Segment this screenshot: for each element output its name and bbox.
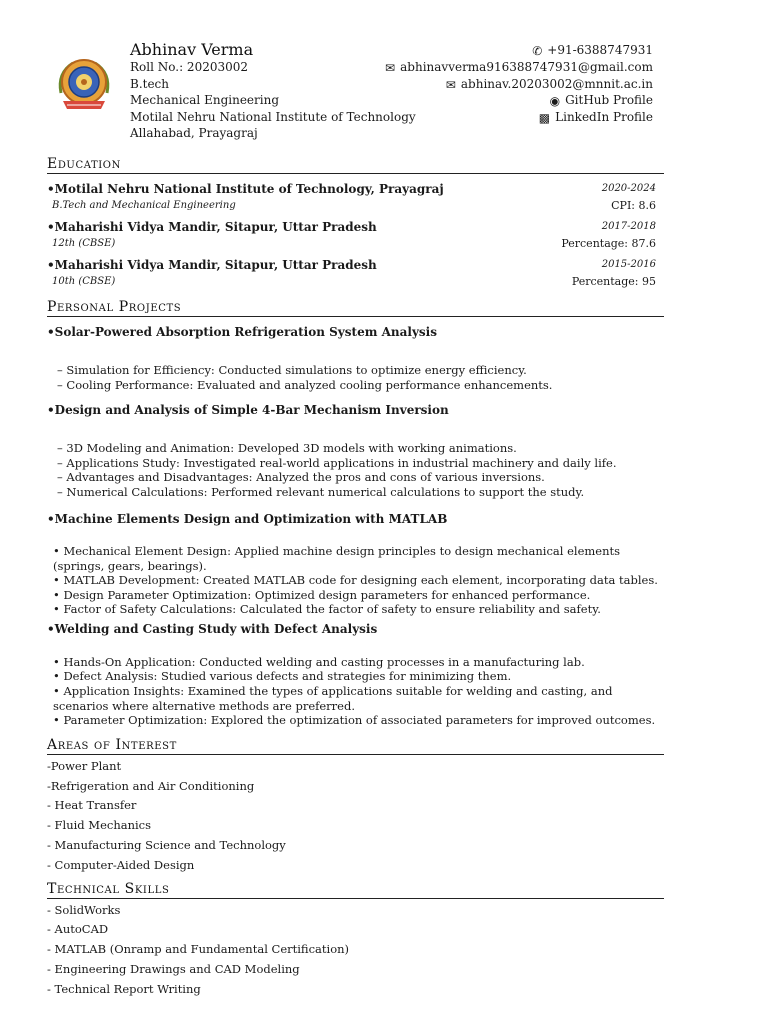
project-item: – Advantages and Disadvantages: Analyzed the pros and cons of various inversions. — [57, 470, 545, 484]
city: Allahabad, Prayagraj — [130, 126, 258, 140]
edu-score-3: Percentage: 95 — [571, 275, 656, 288]
edu-school-3: •Maharishi Vidya Mandir, Sitapur, Uttar Pradesh — [47, 258, 377, 272]
skill-item: - Engineering Drawings and CAD Modeling — [47, 962, 300, 976]
edu-detail-3: 10th (CBSE) — [52, 276, 116, 287]
email-contact-2[interactable] — [446, 77, 653, 92]
project-item: • Mechanical Element Design: Applied machine design principles to design mechanical elements (springs, gears, bearings). — [53, 544, 621, 573]
github-label: GitHub Profile — [565, 93, 653, 107]
edu-detail-1: B.Tech and Mechanical Engineering — [52, 200, 236, 211]
institute-logo — [55, 53, 113, 115]
project-item: – Applications Study: Investigated real-world applications in industrial machinery and daily life. — [57, 456, 617, 470]
phone-icon: ✆ — [532, 44, 543, 58]
edu-years-1: 2020-2024 — [601, 183, 656, 194]
linkedin-link[interactable] — [539, 110, 653, 125]
edu-school-2: •Maharishi Vidya Mandir, Sitapur, Uttar Pradesh — [47, 220, 377, 234]
degree: B.tech — [130, 77, 170, 91]
github-icon: ◉ — [549, 94, 561, 108]
project-title-1: •Solar-Powered Absorption Refrigeration System Analysis — [47, 325, 437, 339]
skills-heading: Technical Skills — [47, 881, 664, 899]
person-name: Abhinav Verma — [130, 40, 254, 59]
edu-school-1: •Motilal Nehru National Institute of Technology, Prayagraj — [47, 182, 444, 196]
skill-item: - Technical Report Writing — [47, 982, 201, 996]
project-item: • Defect Analysis: Studied various defects and strategies for minimizing them. — [53, 669, 512, 683]
skill-item: - AutoCAD — [47, 922, 109, 936]
roll-number: Roll No.: 20203002 — [130, 60, 249, 74]
project-item: • Design Parameter Optimization: Optimized design parameters for enhanced performance. — [53, 588, 591, 602]
github-link[interactable] — [550, 93, 653, 108]
project-title-2: •Design and Analysis of Simple 4-Bar Mechanism Inversion — [47, 403, 449, 417]
project-title-3: •Machine Elements Design and Optimization with MATLAB — [47, 512, 448, 526]
project-item: • Hands-On Application: Conducted welding and casting processes in a manufacturing lab. — [53, 655, 585, 669]
project-item: – Cooling Performance: Evaluated and analyzed cooling performance enhancements. — [57, 378, 553, 392]
projects-heading: Personal Projects — [47, 299, 664, 317]
project-item: • Factor of Safety Calculations: Calculated the factor of safety to ensure reliability and safety. — [53, 602, 601, 616]
edu-years-2: 2017-2018 — [601, 221, 656, 232]
envelope-icon: ✉ — [385, 61, 396, 75]
project-item: – 3D Modeling and Animation: Developed 3D models with working animations. — [57, 441, 517, 455]
edu-detail-2: 12th (CBSE) — [52, 238, 116, 249]
phone-number: +91-6388747931 — [547, 43, 653, 57]
interest-item: -Refrigeration and Air Conditioning — [47, 779, 255, 793]
skill-item: - SolidWorks — [47, 903, 121, 917]
interest-item: - Manufacturing Science and Technology — [47, 838, 286, 852]
project-item: – Simulation for Efficiency: Conducted simulations to optimize energy efficiency. — [57, 363, 527, 377]
project-title-4: •Welding and Casting Study with Defect Analysis — [47, 622, 378, 636]
linkedin-label: LinkedIn Profile — [555, 110, 653, 124]
linkedin-icon: ▩ — [538, 111, 551, 125]
edu-score-1: CPI: 8.6 — [611, 199, 656, 212]
phone-contact[interactable] — [532, 43, 653, 58]
project-item: • MATLAB Development: Created MATLAB code for designing each element, incorporating data tables. — [53, 573, 658, 587]
project-item: – Numerical Calculations: Performed relevant numerical calculations to support the study. — [57, 485, 585, 499]
email-contact-1[interactable] — [385, 60, 653, 75]
interest-item: - Computer-Aided Design — [47, 858, 195, 872]
interest-item: - Heat Transfer — [47, 798, 137, 812]
interest-item: - Fluid Mechanics — [47, 818, 152, 832]
project-item: • Parameter Optimization: Explored the optimization of associated parameters for improved outcomes. — [53, 713, 656, 727]
skill-item: - MATLAB (Onramp and Fundamental Certification) — [47, 942, 350, 956]
email-1: abhinavverma916388747931@gmail.com — [400, 60, 653, 74]
branch: Mechanical Engineering — [130, 93, 280, 107]
email-2: abhinav.20203002@mnnit.ac.in — [460, 77, 653, 91]
institute: Motilal Nehru National Institute of Technology — [130, 110, 416, 124]
interests-heading: Areas of Interest — [47, 737, 664, 755]
edu-years-3: 2015-2016 — [601, 259, 656, 270]
education-heading: Education — [47, 156, 664, 174]
project-item: • Application Insights: Examined the types of applications suitable for welding and casting, and scenarios where alternative methods are preferred. — [53, 684, 613, 713]
interest-item: -Power Plant — [47, 759, 122, 773]
edu-score-2: Percentage: 87.6 — [561, 237, 656, 250]
envelope-icon: ✉ — [445, 78, 456, 92]
